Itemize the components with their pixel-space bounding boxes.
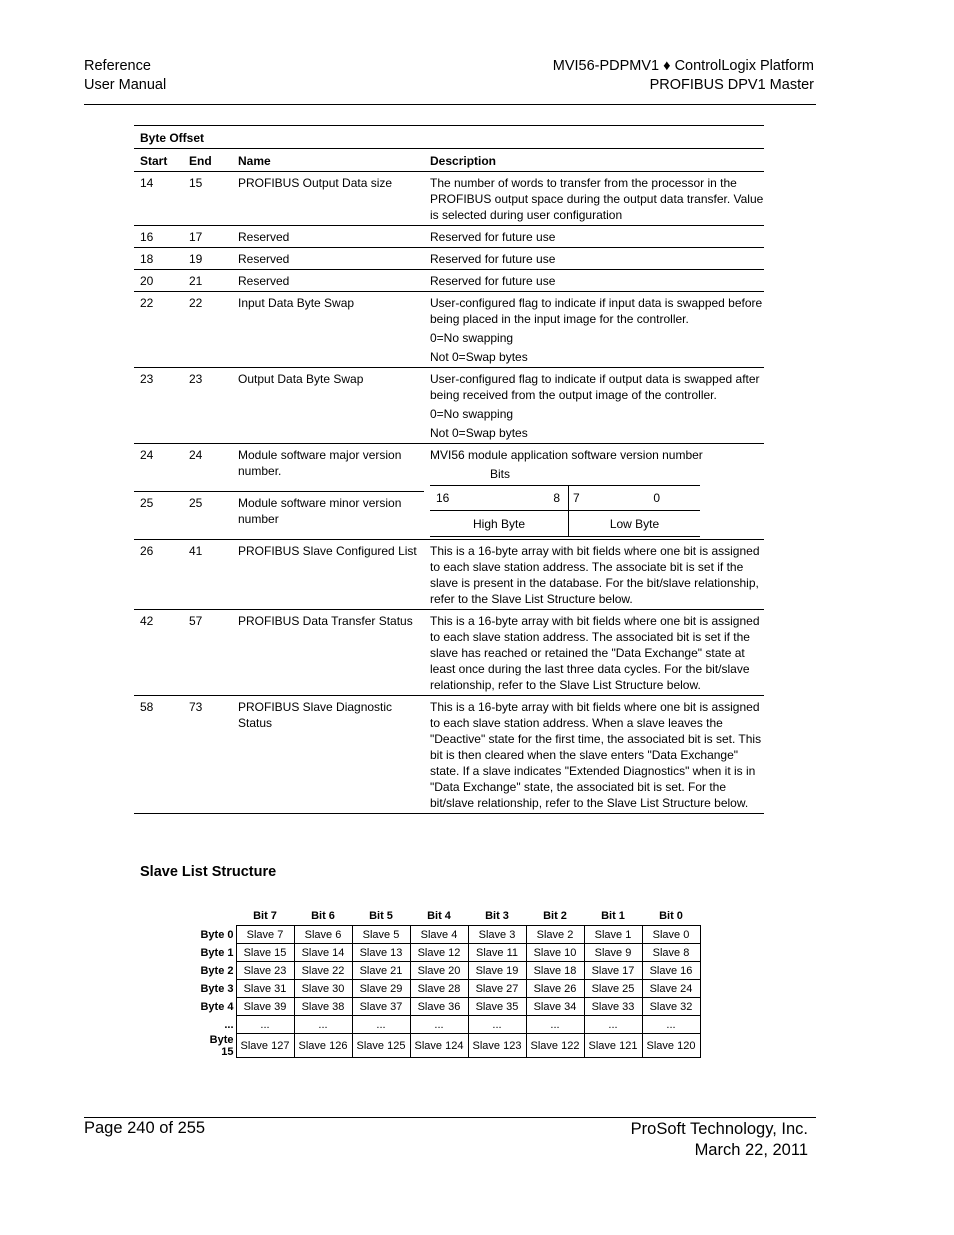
slave-cell: Slave 122 bbox=[526, 1034, 584, 1058]
row-description bbox=[424, 540, 764, 610]
slave-cell: ... bbox=[584, 1016, 642, 1034]
slave-cell: Slave 125 bbox=[352, 1034, 410, 1058]
slave-cell: Slave 29 bbox=[352, 980, 410, 998]
row-name: PROFIBUS Slave Configured List bbox=[232, 540, 424, 610]
header-right bbox=[553, 57, 814, 95]
desc-text: 0=No swapping bbox=[430, 407, 514, 421]
byte-label: ... bbox=[196, 1016, 236, 1034]
slave-cell: Slave 38 bbox=[294, 998, 352, 1016]
row-name: Output Data Byte Swap bbox=[232, 368, 424, 444]
header-subtitle: PROFIBUS DPV1 Master bbox=[649, 77, 814, 93]
col-name: Name bbox=[232, 149, 424, 172]
bits-label: Bits bbox=[490, 467, 511, 481]
byte-label: Byte 0 bbox=[196, 926, 236, 944]
footer-right bbox=[631, 1119, 808, 1161]
slave-cell: Slave 31 bbox=[236, 980, 294, 998]
desc-text: This is a 16-byte array with bit fields where one bit is assigned to each slave station address. The associated bit is set if the slave has reached or retained the "Data Exchange" state at least once during the last three data cycles. For the bit/slave relationship, refer to the Slave List Structure below. bbox=[430, 614, 760, 692]
row-name: PROFIBUS Slave Diagnostic Status bbox=[232, 696, 424, 814]
low-byte-column bbox=[568, 486, 700, 537]
slave-cell: Slave 8 bbox=[642, 944, 700, 962]
corner-cell bbox=[196, 906, 236, 926]
table-row bbox=[196, 1016, 700, 1034]
slave-cell: ... bbox=[236, 1016, 294, 1034]
desc-text: User-configured flag to indicate if input data is swapped before being placed in the input image for the controller. bbox=[430, 296, 763, 326]
slave-cell: Slave 26 bbox=[526, 980, 584, 998]
bits-grid bbox=[430, 485, 700, 537]
row-start: 25 bbox=[134, 492, 183, 540]
slave-cell: Slave 27 bbox=[468, 980, 526, 998]
row-end: 22 bbox=[183, 292, 232, 368]
header-user-manual: User Manual bbox=[84, 77, 167, 93]
company-name: ProSoft Technology, Inc. bbox=[630, 1120, 808, 1138]
slave-cell: Slave 25 bbox=[584, 980, 642, 998]
row-description bbox=[424, 248, 764, 270]
table-row bbox=[134, 248, 764, 270]
desc-text: MVI56 module application software version number bbox=[430, 448, 703, 462]
bit-header: Bit 2 bbox=[543, 909, 567, 922]
row-name: Reserved bbox=[232, 270, 424, 292]
slave-cell: Slave 2 bbox=[526, 926, 584, 944]
row-description bbox=[424, 172, 764, 226]
row-start: 26 bbox=[134, 540, 183, 610]
row-end: 57 bbox=[183, 610, 232, 696]
row-start: 24 bbox=[134, 444, 183, 492]
row-start: 14 bbox=[134, 172, 183, 226]
slave-cell: Slave 21 bbox=[352, 962, 410, 980]
bit-16: 16 bbox=[436, 491, 450, 505]
slave-cell: Slave 12 bbox=[410, 944, 468, 962]
slave-cell: Slave 32 bbox=[642, 998, 700, 1016]
slave-cell: Slave 15 bbox=[236, 944, 294, 962]
slave-cell: Slave 13 bbox=[352, 944, 410, 962]
row-start: 20 bbox=[134, 270, 183, 292]
desc-text: Not 0=Swap bytes bbox=[430, 426, 528, 440]
bit-header: Bit 7 bbox=[253, 909, 277, 922]
slave-cell: Slave 23 bbox=[236, 962, 294, 980]
slave-cell: Slave 18 bbox=[526, 962, 584, 980]
byte-label: Byte 3 bbox=[196, 980, 236, 998]
slave-cell: Slave 36 bbox=[410, 998, 468, 1016]
row-name: PROFIBUS Data Transfer Status bbox=[232, 610, 424, 696]
table-row bbox=[134, 292, 764, 368]
col-end: End bbox=[183, 149, 232, 172]
header-product: MVI56-PDPMV1 ♦ ControlLogix Platform bbox=[552, 58, 814, 74]
row-name: PROFIBUS Output Data size bbox=[232, 172, 424, 226]
desc-text: The number of words to transfer from the processor in the PROFIBUS output space during the output data transfer. Value is selected during user configuration bbox=[430, 176, 764, 222]
header-left bbox=[84, 57, 166, 95]
slave-list-table bbox=[196, 906, 701, 1058]
desc-text: Not 0=Swap bytes bbox=[430, 350, 528, 364]
byte-label: Byte 15 bbox=[196, 1034, 236, 1058]
slave-cell: Slave 1 bbox=[584, 926, 642, 944]
slave-cell: ... bbox=[642, 1016, 700, 1034]
slave-cell: Slave 34 bbox=[526, 998, 584, 1016]
desc-text: This is a 16-byte array with bit fields where one bit is assigned to each slave station address. The associate bit is set if the slave is present in the database. For the bit/slave relationship, refer to the Slave List Structure below. bbox=[430, 544, 760, 606]
bit-header: Bit 1 bbox=[601, 909, 625, 922]
slave-list-title: Slave List Structure bbox=[140, 864, 277, 880]
row-name: Input Data Byte Swap bbox=[232, 292, 424, 368]
low-byte-label: Low Byte bbox=[569, 511, 700, 537]
table-row bbox=[134, 696, 764, 814]
row-end: 17 bbox=[183, 226, 232, 248]
table-row bbox=[134, 368, 764, 444]
table-row bbox=[134, 270, 764, 292]
table-row bbox=[134, 610, 764, 696]
page-number: Page 240 of 255 bbox=[84, 1119, 206, 1137]
bit-header: Bit 4 bbox=[427, 909, 451, 922]
row-end: 25 bbox=[183, 492, 232, 540]
table-row bbox=[196, 998, 700, 1016]
byte-offset-header: Byte Offset bbox=[134, 126, 764, 149]
table-row bbox=[196, 926, 700, 944]
slave-cell: Slave 20 bbox=[410, 962, 468, 980]
row-end: 23 bbox=[183, 368, 232, 444]
desc-text: Reserved for future use bbox=[430, 252, 556, 266]
slave-cell: Slave 24 bbox=[642, 980, 700, 998]
slave-cell: Slave 124 bbox=[410, 1034, 468, 1058]
slave-cell: Slave 39 bbox=[236, 998, 294, 1016]
col-description: Description bbox=[424, 149, 764, 172]
slave-cell: Slave 30 bbox=[294, 980, 352, 998]
row-description bbox=[424, 610, 764, 696]
slave-cell: Slave 11 bbox=[468, 944, 526, 962]
slave-cell: Slave 19 bbox=[468, 962, 526, 980]
row-start: 22 bbox=[134, 292, 183, 368]
row-end: 41 bbox=[183, 540, 232, 610]
row-start: 58 bbox=[134, 696, 183, 814]
slave-cell: Slave 126 bbox=[294, 1034, 352, 1058]
slave-cell: Slave 35 bbox=[468, 998, 526, 1016]
high-byte-label: High Byte bbox=[430, 511, 568, 537]
slave-cell: ... bbox=[410, 1016, 468, 1034]
publication-date: March 22, 2011 bbox=[694, 1141, 808, 1159]
row-name: Module software minor version number bbox=[232, 492, 424, 540]
bit-header: Bit 3 bbox=[485, 909, 509, 922]
row-description bbox=[424, 226, 764, 248]
desc-text: 0=No swapping bbox=[430, 331, 514, 345]
slave-cell: Slave 121 bbox=[584, 1034, 642, 1058]
slave-cell: Slave 123 bbox=[468, 1034, 526, 1058]
bit-header: Bit 0 bbox=[659, 909, 683, 922]
row-start: 42 bbox=[134, 610, 183, 696]
byte-label: Byte 4 bbox=[196, 998, 236, 1016]
table-row bbox=[134, 540, 764, 610]
row-name: Reserved bbox=[232, 226, 424, 248]
slave-cell: Slave 4 bbox=[410, 926, 468, 944]
slave-cell: Slave 10 bbox=[526, 944, 584, 962]
slave-cell: ... bbox=[352, 1016, 410, 1034]
byte-offset-table bbox=[134, 125, 764, 814]
slave-cell: Slave 28 bbox=[410, 980, 468, 998]
slave-cell: Slave 17 bbox=[584, 962, 642, 980]
row-start: 16 bbox=[134, 226, 183, 248]
slave-cell: Slave 120 bbox=[642, 1034, 700, 1058]
table-row bbox=[196, 980, 700, 998]
bit-7: 7 bbox=[573, 491, 580, 505]
row-end: 15 bbox=[183, 172, 232, 226]
row-end: 73 bbox=[183, 696, 232, 814]
slave-cell: Slave 14 bbox=[294, 944, 352, 962]
header-rule bbox=[84, 104, 816, 105]
slave-cell: Slave 37 bbox=[352, 998, 410, 1016]
row-description bbox=[424, 696, 764, 814]
high-byte-column bbox=[430, 486, 568, 537]
slave-cell: Slave 22 bbox=[294, 962, 352, 980]
table-row bbox=[196, 1034, 700, 1058]
table-row bbox=[196, 962, 700, 980]
row-description bbox=[424, 292, 764, 368]
row-description bbox=[424, 270, 764, 292]
slave-cell: ... bbox=[294, 1016, 352, 1034]
desc-text: User-configured flag to indicate if output data is swapped after being received from the output image of the controller. bbox=[430, 372, 760, 402]
byte-label: Byte 1 bbox=[196, 944, 236, 962]
slave-cell: Slave 33 bbox=[584, 998, 642, 1016]
table-row bbox=[196, 944, 700, 962]
footer-rule bbox=[84, 1117, 816, 1118]
bit-header: Bit 5 bbox=[369, 909, 393, 922]
slave-cell: Slave 9 bbox=[584, 944, 642, 962]
version-description bbox=[424, 444, 764, 540]
slave-cell: ... bbox=[526, 1016, 584, 1034]
table-row bbox=[134, 226, 764, 248]
slave-cell: Slave 5 bbox=[352, 926, 410, 944]
row-name: Reserved bbox=[232, 248, 424, 270]
slave-cell: Slave 6 bbox=[294, 926, 352, 944]
bit-0: 0 bbox=[653, 491, 660, 505]
row-end: 21 bbox=[183, 270, 232, 292]
table-row bbox=[134, 444, 764, 492]
byte-label: Byte 2 bbox=[196, 962, 236, 980]
slave-cell: Slave 127 bbox=[236, 1034, 294, 1058]
slave-cell: Slave 7 bbox=[236, 926, 294, 944]
row-end: 24 bbox=[183, 444, 232, 492]
slave-cell: ... bbox=[468, 1016, 526, 1034]
bit-header: Bit 6 bbox=[311, 909, 335, 922]
row-end: 19 bbox=[183, 248, 232, 270]
slave-cell: Slave 3 bbox=[468, 926, 526, 944]
slave-cell: Slave 0 bbox=[642, 926, 700, 944]
desc-text: Reserved for future use bbox=[430, 230, 556, 244]
header-reference: Reference bbox=[84, 58, 151, 74]
table-row bbox=[134, 172, 764, 226]
row-description bbox=[424, 368, 764, 444]
row-start: 18 bbox=[134, 248, 183, 270]
desc-text: This is a 16-byte array with bit fields where one bit is assigned to each slave station address. When a slave leaves the "Deactive" state for the first time, the associated bit is set. This bit is then cleared when the slave enters "Data Exchange" state. If a slave indicates "Extended Diagnostics" when it is in "Data Exchange" state, the associated bit is set. For the bit/slave relationship, refer to the Slave List Structure below. bbox=[430, 700, 762, 810]
bit-8: 8 bbox=[553, 491, 560, 505]
desc-text: Reserved for future use bbox=[430, 274, 556, 288]
bits-diagram bbox=[430, 465, 764, 537]
row-name: Module software major version number. bbox=[232, 444, 424, 492]
col-start: Start bbox=[134, 149, 183, 172]
row-start: 23 bbox=[134, 368, 183, 444]
slave-cell: Slave 16 bbox=[642, 962, 700, 980]
